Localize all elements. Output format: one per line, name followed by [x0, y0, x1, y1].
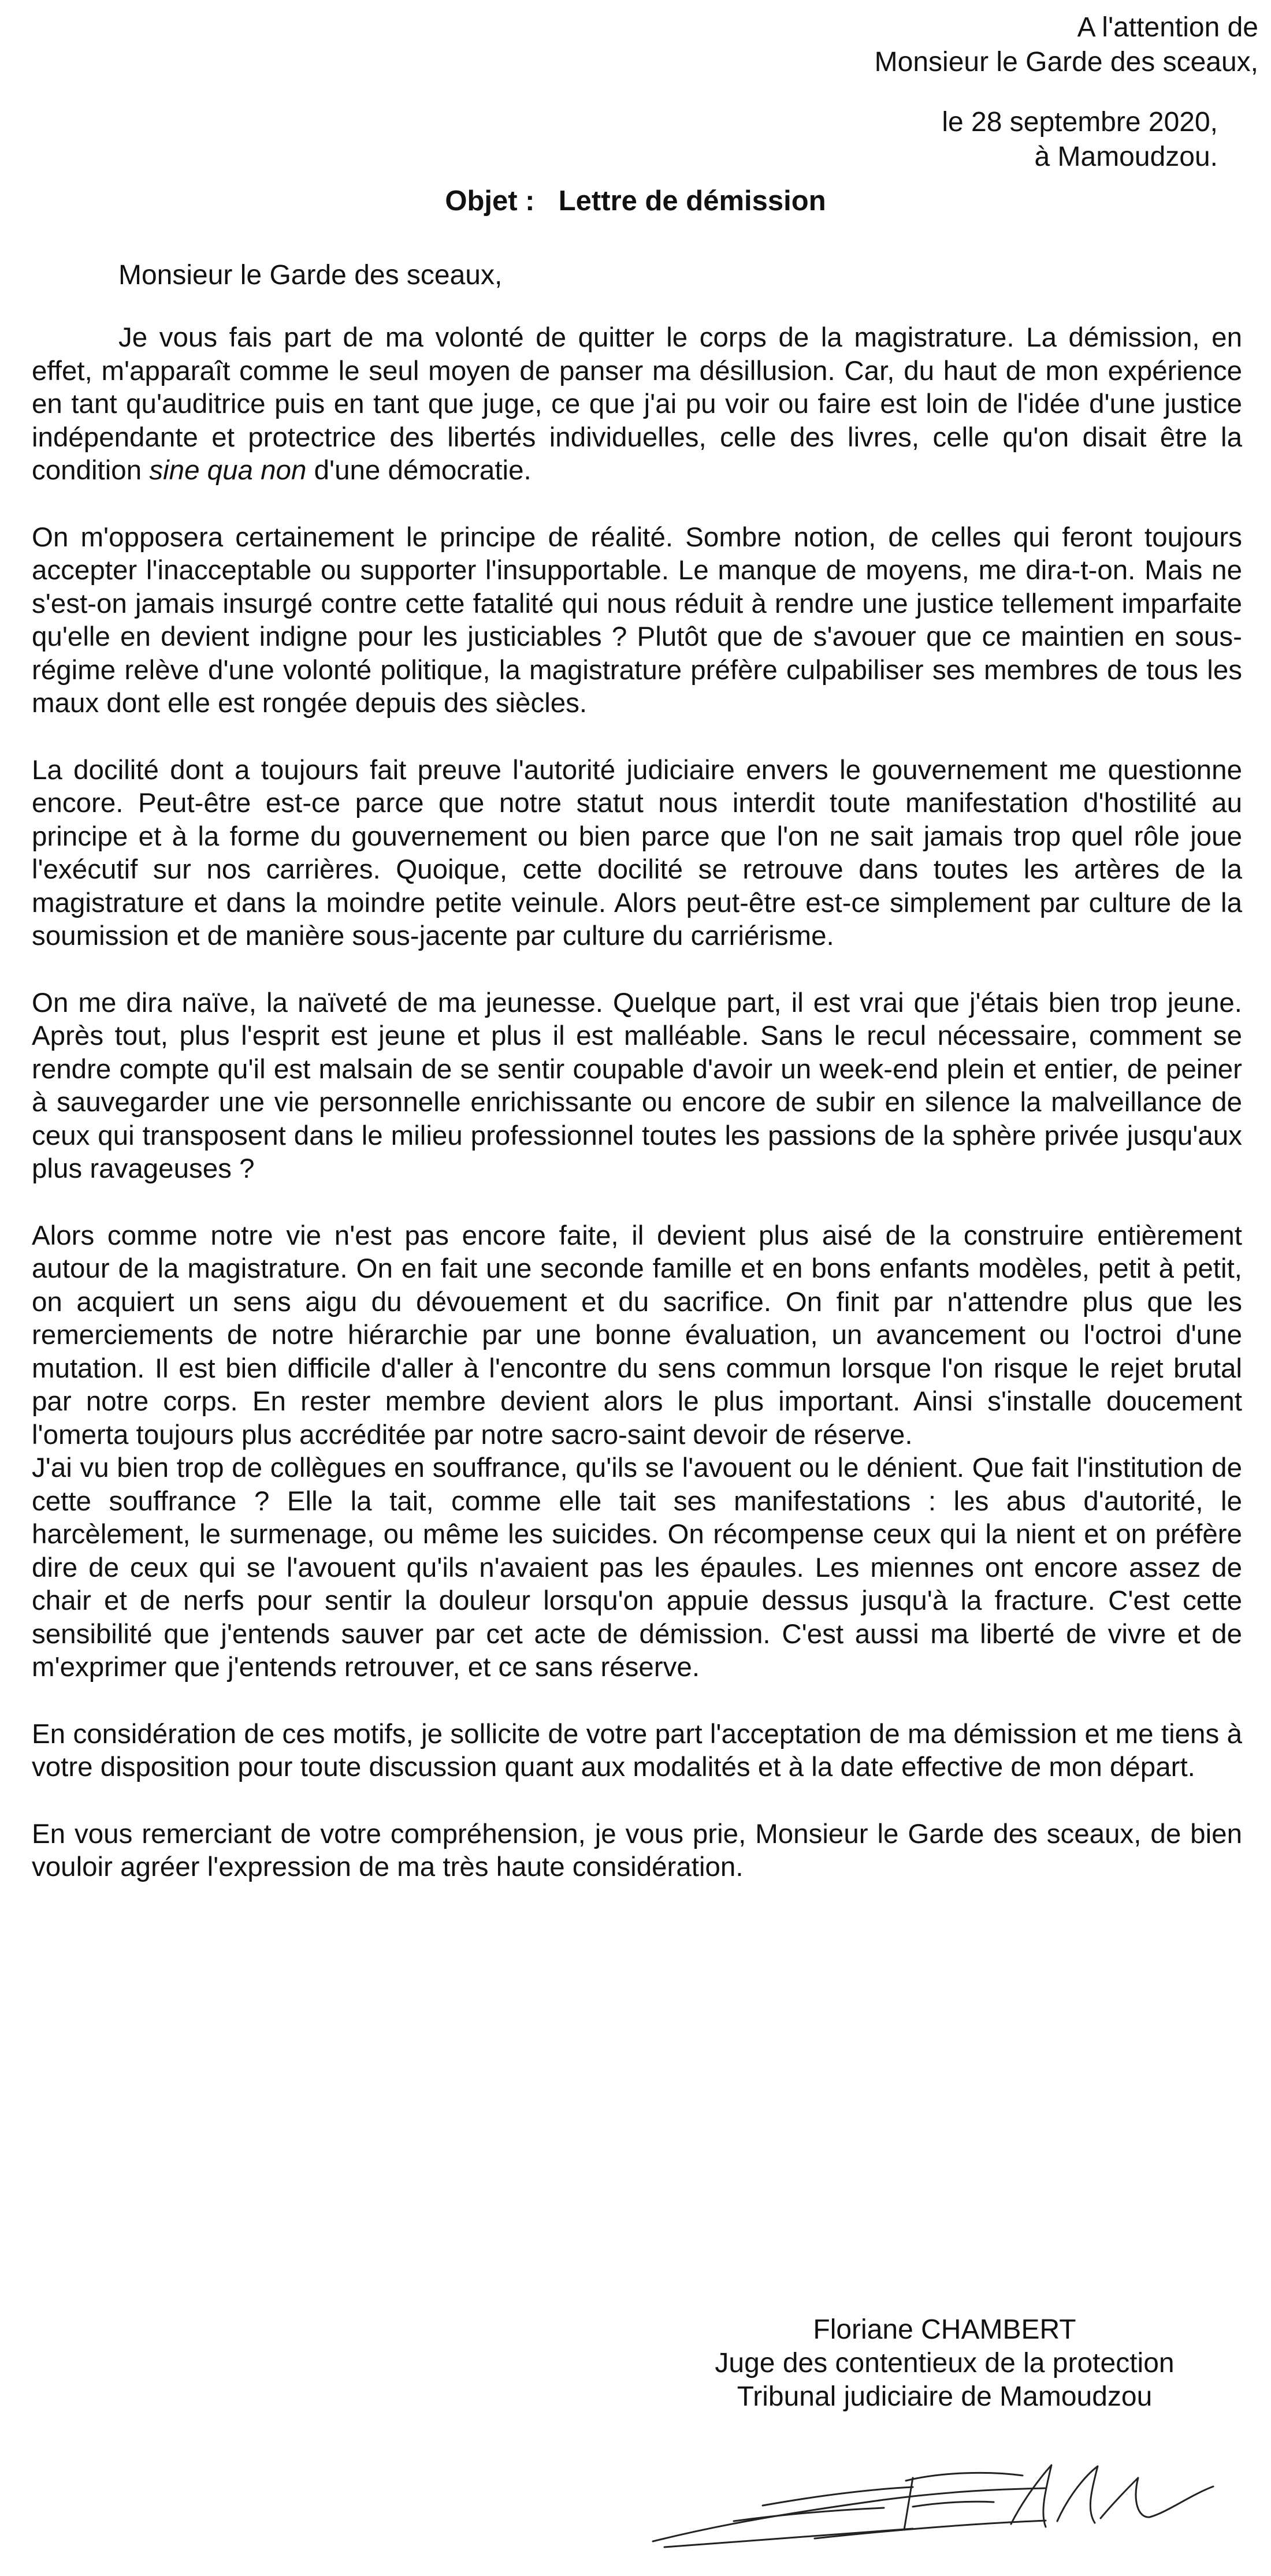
- letter-body: [32, 321, 1242, 1884]
- paragraph-3: La docilité dont a toujours fait preuve l'autorité judiciaire envers le gouvernement me questionne encore. Peut-être est-ce parce que notre statut nous interdit toute manifestation d'hostilité au principe et à la forme du gouvernement ou bien parce que l'on ne sait jamais trop quel rôle joue l'exécutif sur nos carrières. Quoique, cette docilité se retrouve dans toutes les artères de la magistrature et dans la moindre petite veinule. Alors peut-être est-ce simplement par culture de la soumission et de manière sous-jacente par culture du carriérisme.: [32, 754, 1242, 951]
- paragraph-8: En vous remerciant de votre compréhension, je vous prie, Monsieur le Garde des sceaux, de bien vouloir agréer l'expression de ma très haute considération.: [32, 1818, 1242, 1882]
- paragraph-1: [32, 321, 1242, 487]
- paragraph-1-italic: sine qua non: [149, 455, 307, 486]
- subject-line: [0, 184, 1271, 218]
- addressee-line-1: A l'attention de: [1077, 12, 1258, 43]
- paragraph-1-text: Je vous fais part de ma volonté de quitter le corps de la magistrature. La démission, en effet, m'apparaît comme le seul moyen de panser ma désillusion. Car, du haut de mon expérience en tant qu'auditrice puis en tant que juge, ce que j'ai pu voir ou faire est loin de l'idée d'une justice indépendante et protectrice des libertés individuelles, celle des livres, celle qu'on disait être la condition: [32, 322, 1242, 486]
- salutation: Monsieur le Garde des sceaux,: [118, 260, 503, 291]
- letter-place: à Mamoudzou.: [1034, 142, 1218, 172]
- paragraph-2: On m'opposera certainement le principe de réalité. Sombre notion, de celles qui feront toujours accepter l'inacceptable ou supporter l'insupportable. Le manque de moyens, me dira-t-on. Mais ne s'est-on jamais insurgé contre cette fatalité qui nous réduit à rendre une justice tellement imparfaite qu'elle en devient indigne pour les justiciables ? Plutôt que de s'avouer que ce maintien en sous-régime relève d'une volonté politique, la magistrature préfère culpabiliser ses membres de tous les maux dont elle est rongée depuis des siècles.: [32, 522, 1242, 719]
- signature-block: [641, 2313, 1248, 2414]
- date-place-block: [698, 105, 1218, 174]
- handwritten-signature: [641, 2455, 1265, 2553]
- addressee-block: [681, 10, 1258, 80]
- addressee-line-2: Monsieur le Garde des sceaux,: [874, 47, 1258, 77]
- subject-label: Objet :: [445, 185, 535, 217]
- subject-text: Lettre de démission: [558, 185, 826, 217]
- signatory-court: Tribunal judiciaire de Mamoudzou: [737, 2381, 1153, 2412]
- paragraph-6: J'ai vu bien trop de collègues en souffrance, qu'ils se l'avouent ou le dénient. Que fait l'institution de cette souffrance ? Elle la tait, comme elle tait ses manifestations : les abus d'autorité, le harcèlement, le surmenage, ou même les suicides. On récompense ceux qui la nient et on préfère dire de ceux qui se l'avouent qu'ils n'avaient pas les épaules. Les miennes ont encore assez de chair et de nerfs pour sentir la douleur lorsqu'on appuie dessus jusqu'à la fracture. C'est cette sensibilité que j'entends sauver par cet acte de démission. C'est aussi ma liberté de vivre et de m'exprimer que j'entends retrouver, et ce sans réserve.: [32, 1453, 1242, 1682]
- paragraph-5: Alors comme notre vie n'est pas encore faite, il devient plus aisé de la construire entièrement autour de la magistrature. On en fait une seconde famille et en bons enfants modèles, petit à petit, on acquiert un sens aigu du dévouement et du sacrifice. On finit par n'attendre plus que les remerciements de notre hiérarchie par une bonne évaluation, un avancement ou l'octroi d'une mutation. Il est bien difficile d'aller à l'encontre du sens commun lorsque l'on risque le rejet brutal par notre corps. En rester membre devient alors le plus important. Ainsi s'installe doucement l'omerta toujours plus accréditée par notre sacro-saint devoir de réserve.: [32, 1220, 1242, 1450]
- paragraph-4: On me dira naïve, la naïveté de ma jeunesse. Quelque part, il est vrai que j'étais bien trop jeune. Après tout, plus l'esprit est jeune et plus il est malléable. Sans le recul nécessaire, comment se rendre compte qu'il est malsain de se sentir coupable d'avoir un week-end plein et entier, de peiner à sauvegarder une vie personnelle enrichissante ou encore de subir en silence la malveillance de ceux qui transposent dans le milieu professionnel toutes les passions de la sphère privée jusqu'aux plus ravageuses ?: [32, 987, 1242, 1184]
- signatory-title: Juge des contentieux de la protection: [715, 2348, 1175, 2378]
- signatory-name: Floriane CHAMBERT: [813, 2314, 1076, 2345]
- paragraph-7: En considération de ces motifs, je sollicite de votre part l'acceptation de ma démission et me tiens à votre disposition pour toute discussion quant aux modalités et à la date effective de mon départ.: [32, 1718, 1242, 1782]
- letter-date: le 28 septembre 2020,: [942, 107, 1218, 137]
- paragraph-1-end: d'une démocratie.: [306, 455, 532, 486]
